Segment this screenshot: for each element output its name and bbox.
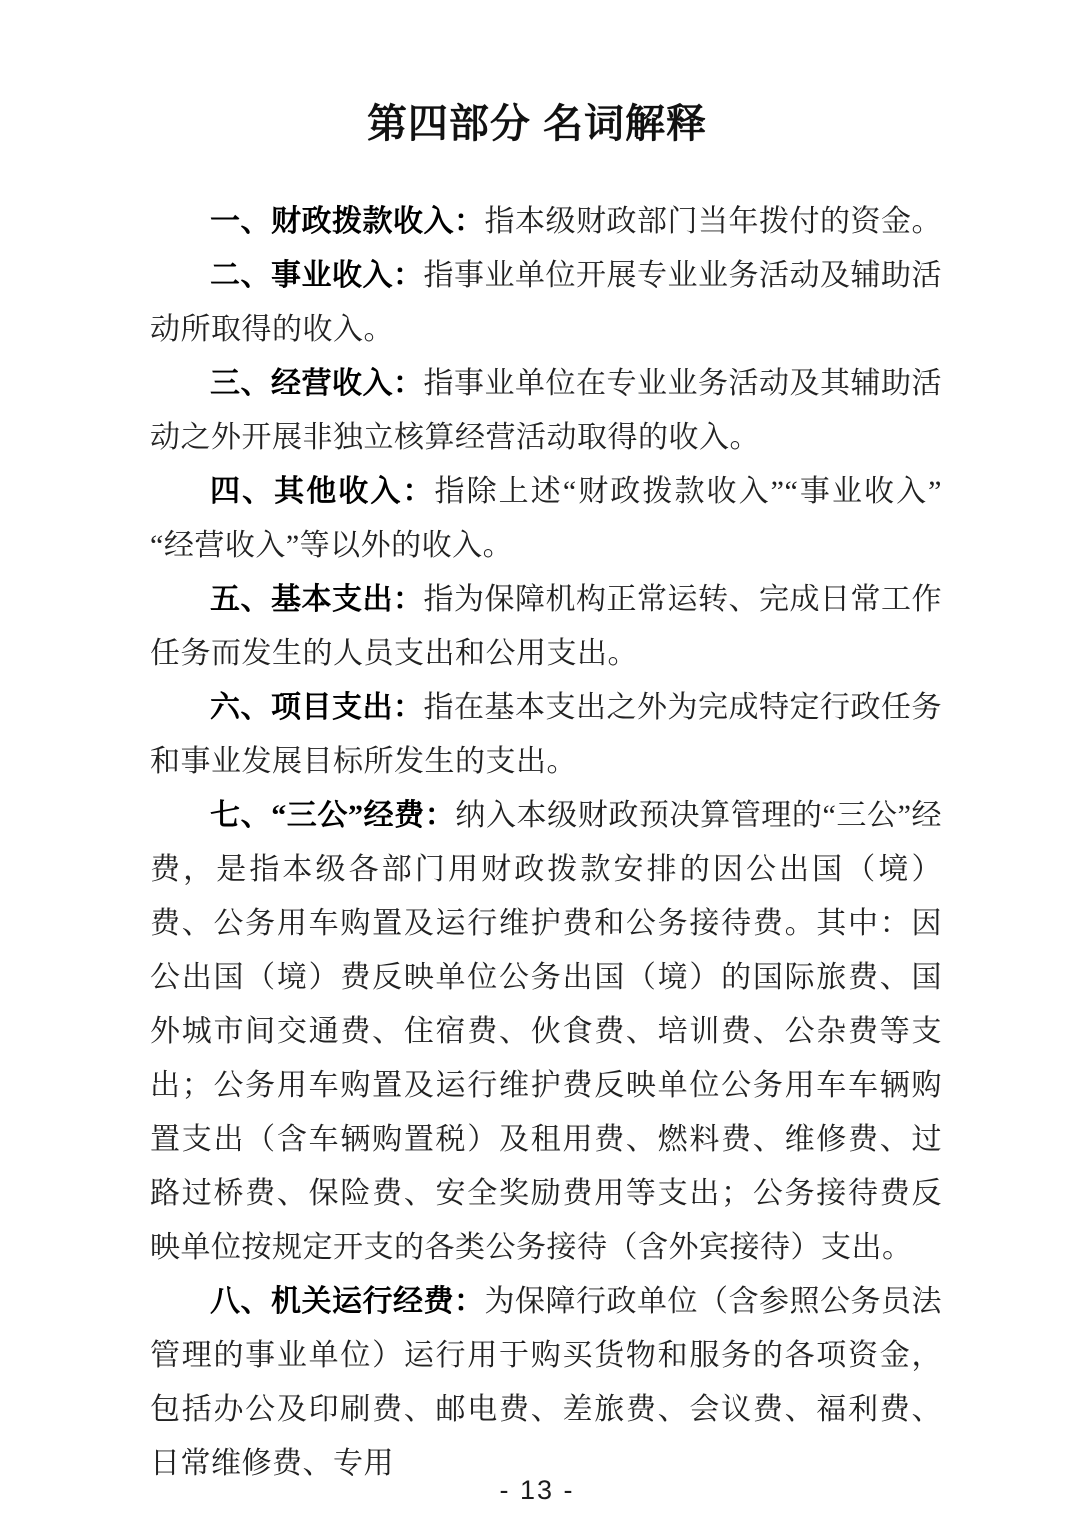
definition-paragraph-6 — [150, 681, 942, 789]
definition-term: 七、“三公”经费： — [210, 799, 456, 832]
definition-text: 纳入本级财政预决算管理的“三公”经费，是指本级各部门用财政拨款安排的因公出国（境）费、公务用车购置及运行维护费和公务接待费。其中：因公出国（境）费反映单位公务出国（境）的国际旅费、国外城市间交通费、住宿费、伙食费、培训费、公杂费等支出；公务用车购置及运行维护费反映单位公务用车车辆购置支出（含车辆购置税）及租用费、燃料费、维修费、过路过桥费、保险费、安全奖励费用等支出；公务接待费反映单位按规定开支的各类公务接待（含外宾接待）支出。 — [150, 799, 942, 1264]
definition-text: 指本级财政部门当年拨付的资金。 — [484, 205, 942, 238]
definition-term: 一、财政拨款收入： — [210, 205, 485, 238]
document-body — [0, 195, 1074, 1491]
definition-paragraph-8 — [150, 1275, 942, 1491]
definition-paragraph-5 — [150, 573, 942, 681]
definition-term: 二、事业收入： — [210, 259, 424, 292]
definition-paragraph-7 — [150, 789, 942, 1275]
definition-term: 四、其他收入： — [210, 475, 435, 508]
definition-term: 五、基本支出： — [210, 583, 424, 616]
definition-term: 六、项目支出： — [210, 691, 424, 724]
definition-term: 三、经营收入： — [210, 367, 424, 400]
definition-text: 指事业单位开展专业业务活动及辅助活动所取得的收入。 — [150, 259, 942, 346]
page-number: - 13 - — [499, 1475, 575, 1505]
page-title: 第四部分 名词解释 — [366, 102, 708, 146]
definition-paragraph-1 — [150, 195, 942, 249]
definition-paragraph-3 — [150, 357, 942, 465]
definition-text: 指在基本支出之外为完成特定行政任务和事业发展目标所发生的支出。 — [150, 691, 942, 778]
definition-text: 指事业单位在专业业务活动及其辅助活动之外开展非独立核算经营活动取得的收入。 — [150, 367, 942, 454]
definition-text: 指为保障机构正常运转、完成日常工作任务而发生的人员支出和公用支出。 — [150, 583, 942, 670]
definition-text: 为保障行政单位（含参照公务员法管理的事业单位）运行用于购买货物和服务的各项资金，包括办公及印刷费、邮电费、差旅费、会议费、福利费、日常维修费、专用 — [150, 1285, 942, 1480]
definition-paragraph-4 — [150, 465, 942, 573]
definition-paragraph-2 — [150, 249, 942, 357]
definition-term: 八、机关运行经费： — [210, 1285, 485, 1318]
definition-text: 指除上述“财政拨款收入”“事业收入”“经营收入”等以外的收入。 — [150, 475, 942, 562]
